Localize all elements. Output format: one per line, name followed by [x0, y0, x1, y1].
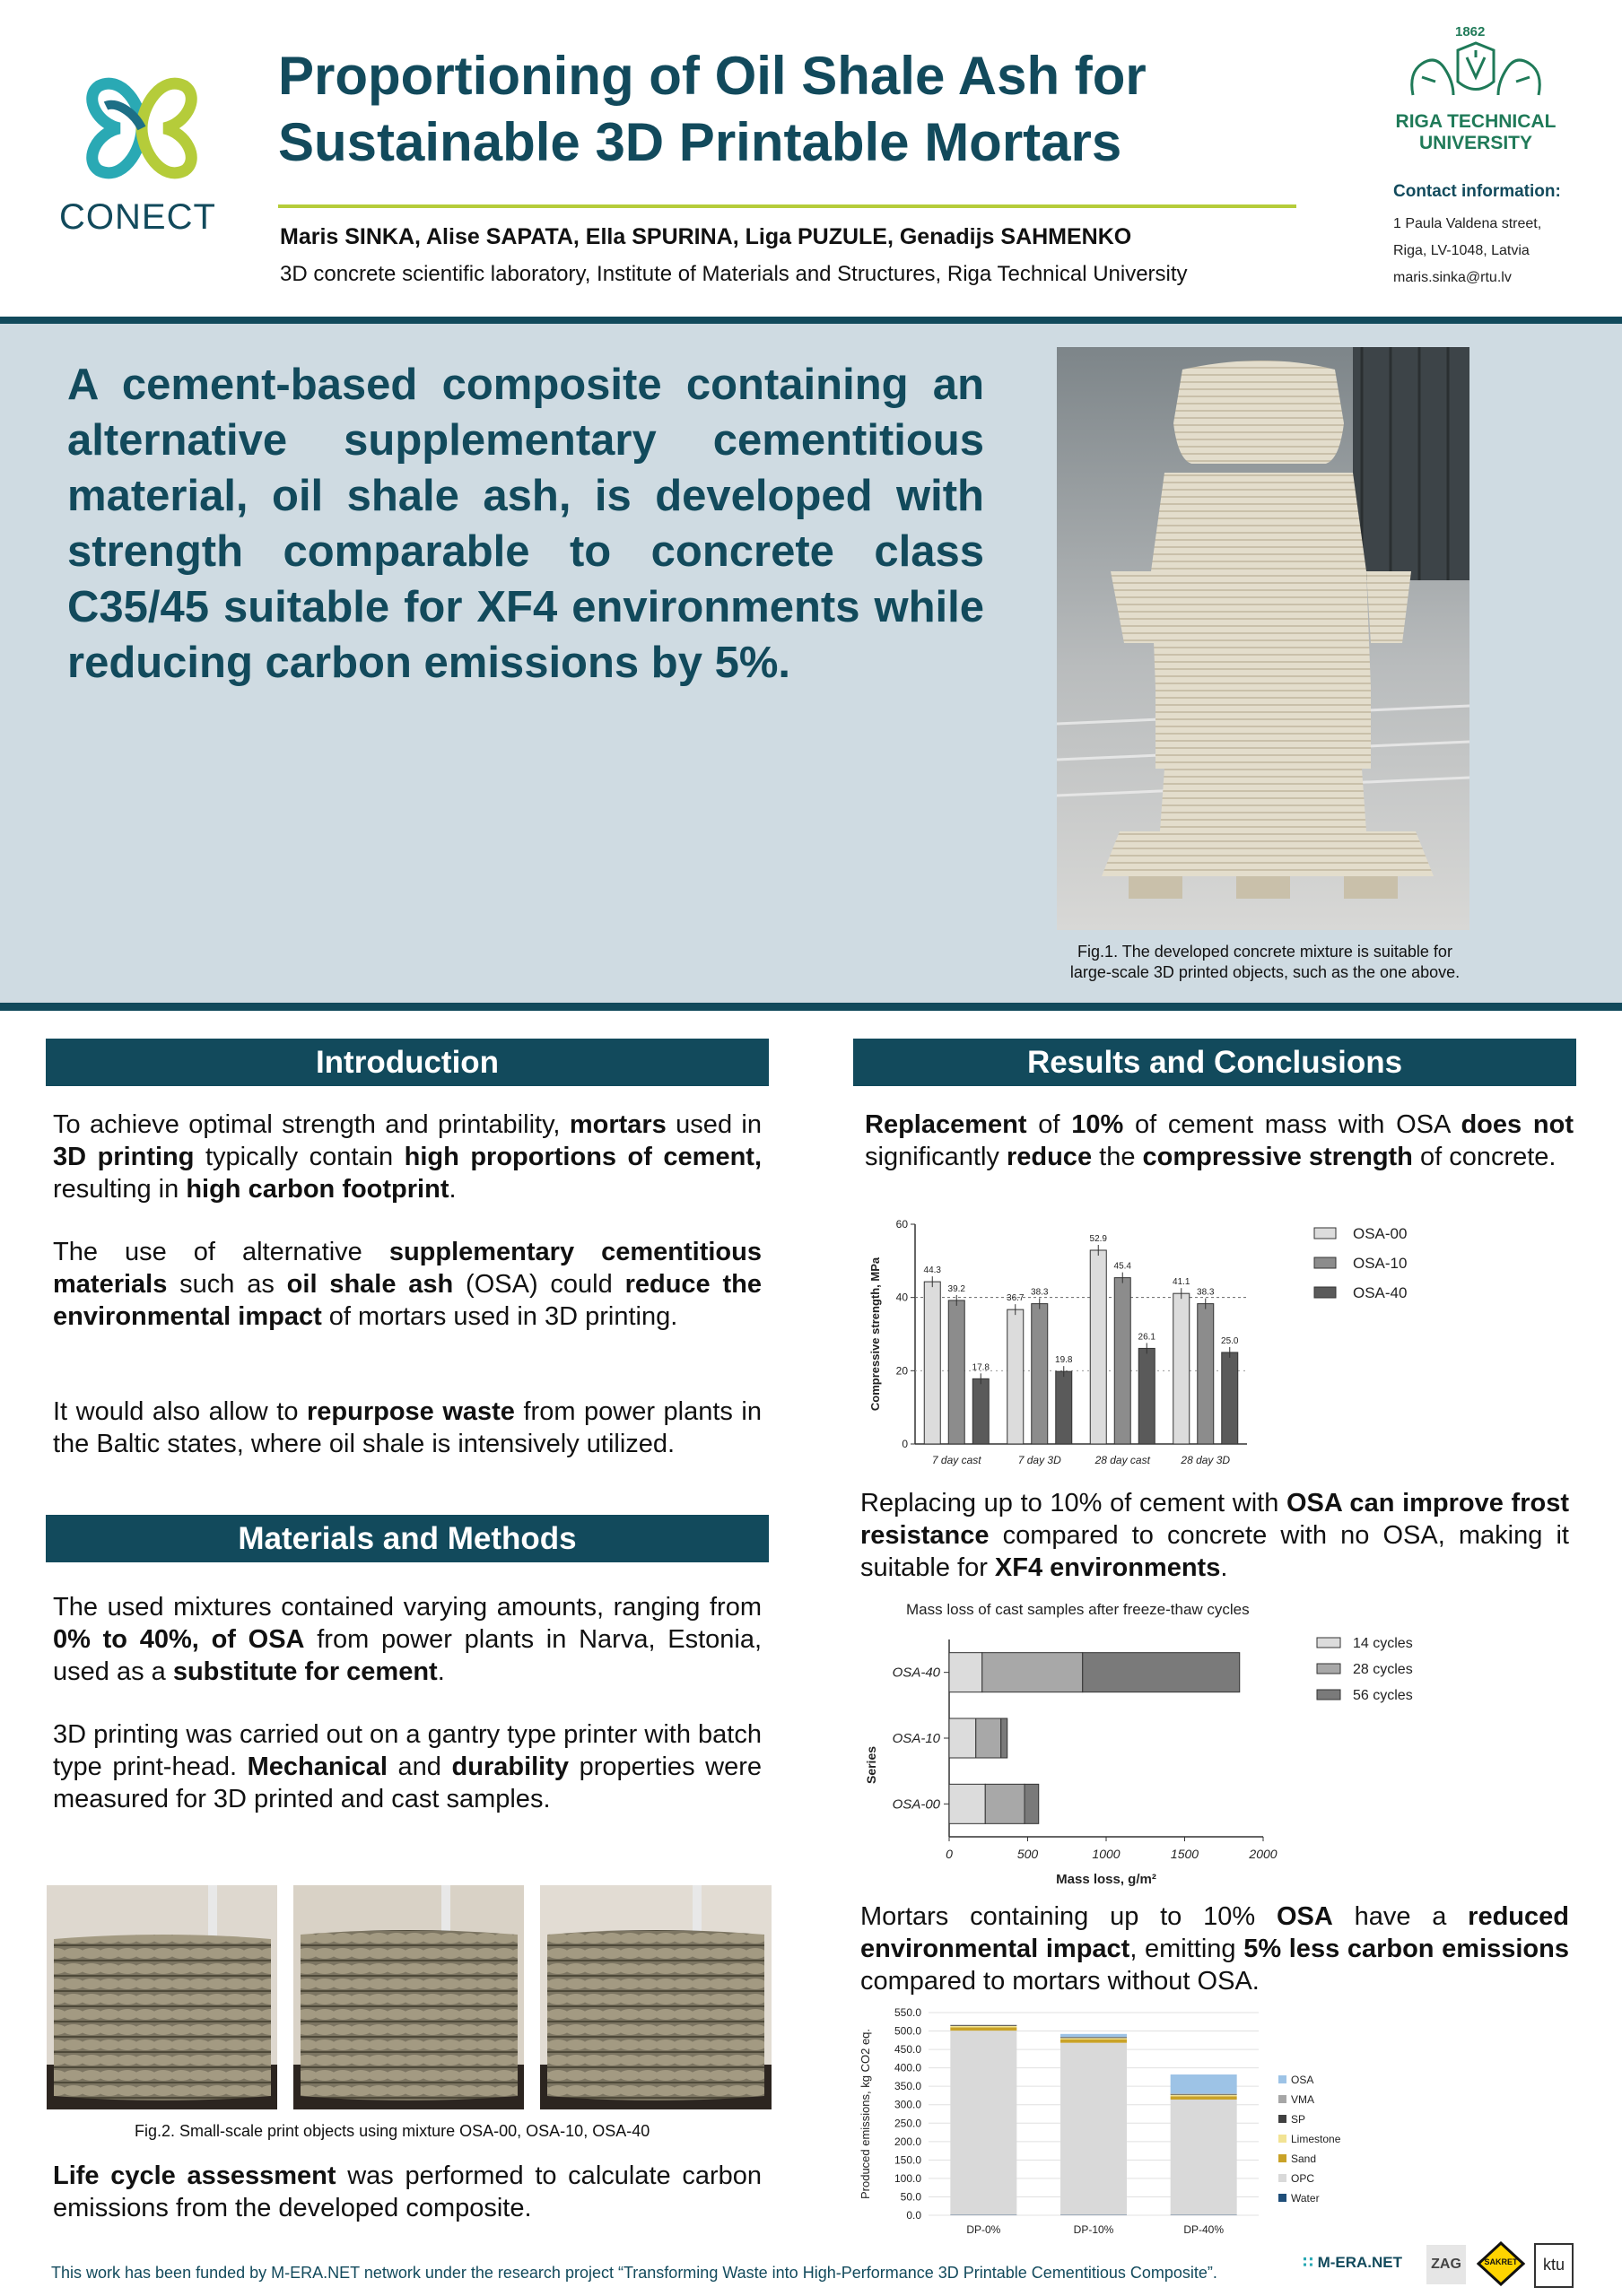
text-run: The used mixtures contained varying amounts, ranging from [53, 1593, 762, 1622]
x-tick-label: 500 [1016, 1847, 1039, 1861]
text-run: compared to concrete with no OSA, making it suitable for [860, 1521, 1569, 1582]
data-label: 25.0 [1221, 1335, 1239, 1346]
bar-segment-limestone [1060, 2038, 1127, 2039]
legend-swatch [1278, 2095, 1286, 2103]
poster-title [278, 43, 1310, 176]
data-label: 36.7 [1007, 1293, 1025, 1304]
text-run: from power plants in Narva, Estonia, used as a [53, 1625, 763, 1686]
rtu-year: 1862 [1455, 24, 1486, 39]
bar-segment [1025, 1784, 1039, 1823]
emissions-svg [857, 2000, 1359, 2265]
bar-segment-sand [950, 2027, 1016, 2031]
text-run: , emitting [1129, 1935, 1244, 1963]
legend-label: Limestone [1291, 2133, 1341, 2145]
text-run: . [1220, 1553, 1228, 1582]
data-label: 19.8 [1055, 1355, 1073, 1366]
text-run: used in [666, 1110, 762, 1139]
text-run: . [449, 1175, 457, 1204]
bar-segment [949, 1784, 985, 1823]
legend-label: VMA [1291, 2093, 1315, 2106]
fig1-caption [1041, 942, 1489, 983]
methods-heading: Materials and Methods [46, 1515, 769, 1562]
bar-segment-opc [950, 2031, 1016, 2214]
bar-osa-10 [948, 1300, 964, 1444]
legend-label: 14 cycles [1353, 1636, 1413, 1651]
text-run: resulting in [53, 1175, 187, 1204]
mera-net-icon: ∷ [1303, 2254, 1313, 2271]
bar-segment [949, 1653, 982, 1692]
bold-run: compressive strength [1142, 1143, 1413, 1171]
bar-segment [985, 1784, 1025, 1823]
y-axis-label: Series [864, 1745, 878, 1785]
data-label: 38.3 [1031, 1287, 1049, 1298]
text-run: from power plants in the Baltic states, where oil shale is intensively utilized. [53, 1397, 762, 1458]
y-tick-label: 300.0 [894, 2098, 921, 2111]
results-paragraph-2 [860, 1487, 1569, 1584]
bold-run: Mechanical [247, 1752, 388, 1781]
y-tick-label: 450.0 [894, 2043, 921, 2057]
text-run: and [387, 1752, 452, 1781]
affiliation: 3D concrete scientific laboratory, Institute of Materials and Structures, Riga Technical University [280, 262, 1188, 286]
bold-run: mortars [569, 1110, 667, 1139]
legend-label: SP [1291, 2113, 1306, 2126]
mera-net-text: M-ERA.NET [1317, 2254, 1403, 2271]
intro-paragraph-3 [53, 1396, 762, 1460]
text-run: (OSA) could [453, 1270, 625, 1299]
bold-run: does not [1461, 1110, 1574, 1139]
bar-osa-00 [1173, 1293, 1190, 1444]
text-run: 3D printing was carried out on a gantry type printer with batch type print-head. [53, 1720, 762, 1781]
y-tick-label: 400.0 [894, 2061, 921, 2074]
data-label: 44.3 [923, 1265, 941, 1276]
contact-title: Contact information: [1393, 182, 1561, 201]
bold-run: reduced environmental impact [860, 1902, 1569, 1963]
title-line-1: Proportioning of Oil Shale Ash for [278, 46, 1147, 106]
bar-osa-10 [1198, 1304, 1214, 1444]
data-label: 26.1 [1138, 1332, 1155, 1343]
legend-swatch [1278, 2115, 1286, 2123]
bar-segment-osa [1060, 2034, 1127, 2037]
bar-segment-sand [1060, 2039, 1127, 2043]
bar-segment-opc [1171, 2100, 1237, 2215]
bar-segment-sand [1171, 2096, 1237, 2100]
x-tick-label: 0 [946, 1847, 953, 1861]
x-tick-label: DP-40% [1183, 2223, 1225, 2236]
sakret-text: SAKRET [1484, 2257, 1518, 2266]
text-run: of concrete. [1412, 1143, 1557, 1171]
bold-run: durability [451, 1752, 570, 1781]
y-tick-label: 500.0 [894, 2024, 921, 2038]
x-tick-label: 1500 [1170, 1847, 1199, 1861]
legend-swatch [1278, 2135, 1286, 2143]
compressive-strength-chart [861, 1215, 1435, 1484]
bar-segment-opc [1060, 2043, 1127, 2215]
legend-label: OSA-40 [1353, 1284, 1408, 1301]
results-paragraph-1 [865, 1109, 1574, 1173]
y-tick-label: 150.0 [894, 2153, 921, 2167]
bold-run: substitute for cement [172, 1657, 438, 1686]
bar-segment-limestone [1171, 2095, 1237, 2097]
bar-segment [982, 1653, 1083, 1692]
footer-logos [1303, 2238, 1608, 2292]
results-heading: Results and Conclusions [853, 1039, 1576, 1086]
legend-swatch-osa-40 [1314, 1287, 1336, 1298]
bar-segment-limestone [950, 2026, 1016, 2028]
bar-segment [949, 1718, 976, 1758]
y-tick-label: OSA-00 [892, 1796, 940, 1813]
zag-text: ZAG [1431, 2257, 1461, 2272]
data-label: 41.1 [1173, 1277, 1190, 1288]
legend-swatch [1278, 2174, 1286, 2182]
legend-label: OSA [1291, 2074, 1314, 2086]
text-run: The use of alternative [53, 1238, 389, 1266]
rtu-name-line-2: UNIVERSITY [1418, 133, 1533, 153]
y-axis-label: Compressive strength, MPa [868, 1257, 882, 1412]
freeze-thaw-chart [861, 1595, 1435, 1900]
y-tick-label: 200.0 [894, 2135, 921, 2148]
data-label: 52.9 [1089, 1233, 1107, 1244]
ktu-text: ktu [1542, 2256, 1565, 2274]
bar-segment-osa [1171, 2074, 1237, 2093]
bold-run: high carbon footprint [186, 1175, 449, 1204]
legend-swatch [1317, 1638, 1340, 1648]
y-tick-label: 50.0 [900, 2190, 921, 2204]
title-divider [278, 204, 1296, 208]
text-run: properties were measured for 3D printed and cast samples. [53, 1752, 763, 1813]
print-photo-strip [47, 1885, 772, 2109]
rtu-crest-icon [1404, 41, 1548, 104]
x-tick-label: 28 day cast [1094, 1454, 1150, 1466]
bold-run: Life cycle assessment [53, 2161, 336, 2190]
rtu-name [1373, 111, 1579, 154]
bar-osa-00 [1090, 1250, 1106, 1444]
bold-run: high proportions of cement, [404, 1143, 763, 1171]
bold-run: supplementary cementitious materials [53, 1238, 762, 1299]
y-tick-label: OSA-10 [892, 1731, 940, 1746]
bar-osa-10 [1114, 1278, 1130, 1444]
funding-statement: This work has been funded by M-ERA.NET network under the research project “Transforming Waste into High-Performance 3D Printable Cementitious Composite”. [51, 2264, 1217, 2282]
text-run: of cement mass with OSA [1123, 1110, 1461, 1139]
legend-swatch [1278, 2075, 1286, 2083]
data-label: 39.2 [947, 1283, 965, 1294]
y-tick-label: OSA-40 [892, 1665, 940, 1681]
legend-label: 28 cycles [1353, 1662, 1413, 1677]
text-run: typically contain [194, 1143, 405, 1171]
contact-city-line: Riga, LV-1048, Latvia [1393, 243, 1530, 258]
methods-paragraph-2 [53, 1718, 762, 1815]
methods-paragraph-1 [53, 1591, 762, 1688]
printed-figure-photo [1057, 347, 1469, 930]
bold-run: reduce the environmental impact [53, 1270, 762, 1331]
x-tick-label: 28 day 3D [1181, 1454, 1231, 1466]
legend-label: Sand [1291, 2152, 1317, 2165]
bold-run: repurpose waste [307, 1397, 515, 1426]
key-message: A cement-based composite containing an alternative supplementary cementitious material, oil shale ash, is developed with strength comparable to concrete class C35/45 suitable for XF4 environments while reducing carbon emissions by 5%. [67, 361, 984, 687]
ktu-logo [1534, 2243, 1574, 2288]
y-tick-label: 60 [895, 1218, 908, 1231]
bold-run: 0% to 40%, of OSA [53, 1625, 305, 1654]
conect-logo [79, 70, 205, 187]
intro-paragraph-2 [53, 1236, 762, 1333]
y-tick-label: 250.0 [894, 2117, 921, 2130]
legend-label: OPC [1291, 2172, 1315, 2185]
conect-logo-text: CONECT [59, 197, 216, 237]
legend-swatch [1278, 2194, 1286, 2202]
bold-run: 3D printing [53, 1143, 195, 1171]
bar-segment-sp [1171, 2094, 1237, 2095]
bar-segment [1083, 1653, 1240, 1692]
emissions-chart [857, 2000, 1359, 2265]
print-photo-osa-40 [540, 1885, 772, 2109]
mera-net-logo [1303, 2254, 1402, 2272]
bold-run: oil shale ash [286, 1270, 454, 1299]
y-axis-label: Produced emissions, kg CO2 eq. [859, 2028, 872, 2200]
print-photo-osa-10 [293, 1885, 524, 2109]
y-tick-label: 0.0 [906, 2209, 921, 2222]
data-label: 17.8 [972, 1362, 990, 1373]
y-tick-label: 100.0 [894, 2171, 921, 2185]
chart-title: Mass loss of cast samples after freeze-thaw cycles [906, 1601, 1250, 1618]
bold-run: Replacement [865, 1110, 1027, 1139]
y-tick-label: 350.0 [894, 2080, 921, 2093]
x-axis-label: Mass loss, g/m² [1056, 1872, 1156, 1887]
bar-osa-00 [1007, 1309, 1024, 1444]
print-photo-osa-00 [47, 1885, 277, 2109]
bar-osa-00 [924, 1282, 940, 1444]
conect-logo-mark [79, 70, 205, 187]
data-label: 38.3 [1197, 1287, 1215, 1298]
legend-label: OSA-00 [1353, 1225, 1408, 1242]
legend-label: 56 cycles [1353, 1688, 1413, 1703]
text-run: To achieve optimal strength and printability, [53, 1110, 570, 1139]
y-tick-label: 0 [902, 1438, 908, 1450]
contact-email[interactable]: maris.sinka@rtu.lv [1393, 270, 1512, 285]
text-run: such as [167, 1270, 287, 1299]
bar-osa-10 [1032, 1304, 1048, 1444]
compressive-strength-svg [861, 1215, 1435, 1484]
sakret-logo [1477, 2241, 1525, 2286]
contact-address-line: 1 Paula Valdena street, [1393, 216, 1542, 231]
title-line-2: Sustainable 3D Printable Mortars [278, 112, 1122, 172]
text-run: was performed to calculate carbon emissions from the developed composite. [53, 2161, 762, 2222]
text-run: Mortars containing up to 10% [860, 1902, 1277, 1931]
text-run: have a [1332, 1902, 1469, 1931]
bar-segment-sp [1060, 2038, 1127, 2039]
x-tick-label: 7 day cast [931, 1454, 981, 1466]
bold-run: 5% less carbon emissions [1243, 1935, 1569, 1963]
band-top-rule [0, 317, 1622, 324]
legend-label: Water [1291, 2192, 1320, 2205]
rtu-name-line-1: RIGA TECHNICAL [1395, 111, 1557, 132]
freeze-thaw-svg [861, 1595, 1435, 1900]
zag-logo [1426, 2245, 1466, 2284]
legend-swatch [1317, 1690, 1340, 1700]
text-run: significantly [865, 1143, 1007, 1171]
bold-run: 10% [1071, 1110, 1124, 1139]
introduction-heading: Introduction [46, 1039, 769, 1086]
fig1-caption-line-2: large-scale 3D printed objects, such as the one above. [1069, 963, 1461, 981]
bar-osa-40 [1222, 1352, 1238, 1444]
text-run: of mortars used in 3D printing. [321, 1302, 678, 1331]
x-tick-label: DP-0% [966, 2223, 1001, 2236]
fig1-caption-line-1: Fig.1. The developed concrete mixture is suitable for [1077, 943, 1452, 961]
methods-paragraph-3 [53, 2160, 762, 2224]
fig2-caption: Fig.2. Small-scale print objects using mixture OSA-00, OSA-10, OSA-40 [135, 2122, 650, 2140]
bar-osa-40 [1138, 1348, 1155, 1444]
bar-osa-40 [972, 1378, 989, 1444]
bar-osa-40 [1056, 1371, 1072, 1444]
y-tick-label: 40 [895, 1291, 908, 1304]
x-tick-label: 2000 [1249, 1847, 1278, 1861]
legend-label: OSA-10 [1353, 1255, 1408, 1272]
text-run: of [1026, 1110, 1072, 1139]
text-run: . [437, 1657, 445, 1686]
results-paragraph-3 [860, 1900, 1569, 1997]
legend-swatch [1317, 1664, 1340, 1674]
bar-segment [1001, 1718, 1007, 1758]
intro-paragraph-1 [53, 1109, 762, 1205]
legend-swatch [1278, 2154, 1286, 2162]
bold-run: OSA [1276, 1902, 1333, 1931]
text-run: compared to mortars without OSA. [860, 1967, 1260, 1996]
legend-swatch-osa-10 [1314, 1257, 1336, 1268]
text-run: the [1092, 1143, 1143, 1171]
bold-run: reduce [1006, 1143, 1093, 1171]
author-list: Maris SINKA, Alise SAPATA, Ella SPURINA, Liga PUZULE, Genadijs SAHMENKO [280, 224, 1132, 249]
legend-swatch-osa-00 [1314, 1228, 1336, 1239]
x-tick-label: 7 day 3D [1017, 1454, 1061, 1466]
text-run: It would also allow to [53, 1397, 307, 1426]
bold-run: XF4 environments [994, 1553, 1221, 1582]
y-tick-label: 20 [895, 1364, 908, 1378]
bar-segment-sp [950, 2025, 1016, 2026]
x-tick-label: DP-10% [1073, 2223, 1114, 2236]
bar-segment [976, 1718, 1001, 1758]
y-tick-label: 550.0 [894, 2006, 921, 2019]
data-label: 45.4 [1113, 1261, 1131, 1272]
bold-run: OSA can improve frost resistance [860, 1489, 1569, 1550]
text-run: Replacing up to 10% of cement with [860, 1489, 1286, 1518]
x-tick-label: 1000 [1092, 1847, 1121, 1861]
band-bottom-rule [0, 1003, 1622, 1011]
